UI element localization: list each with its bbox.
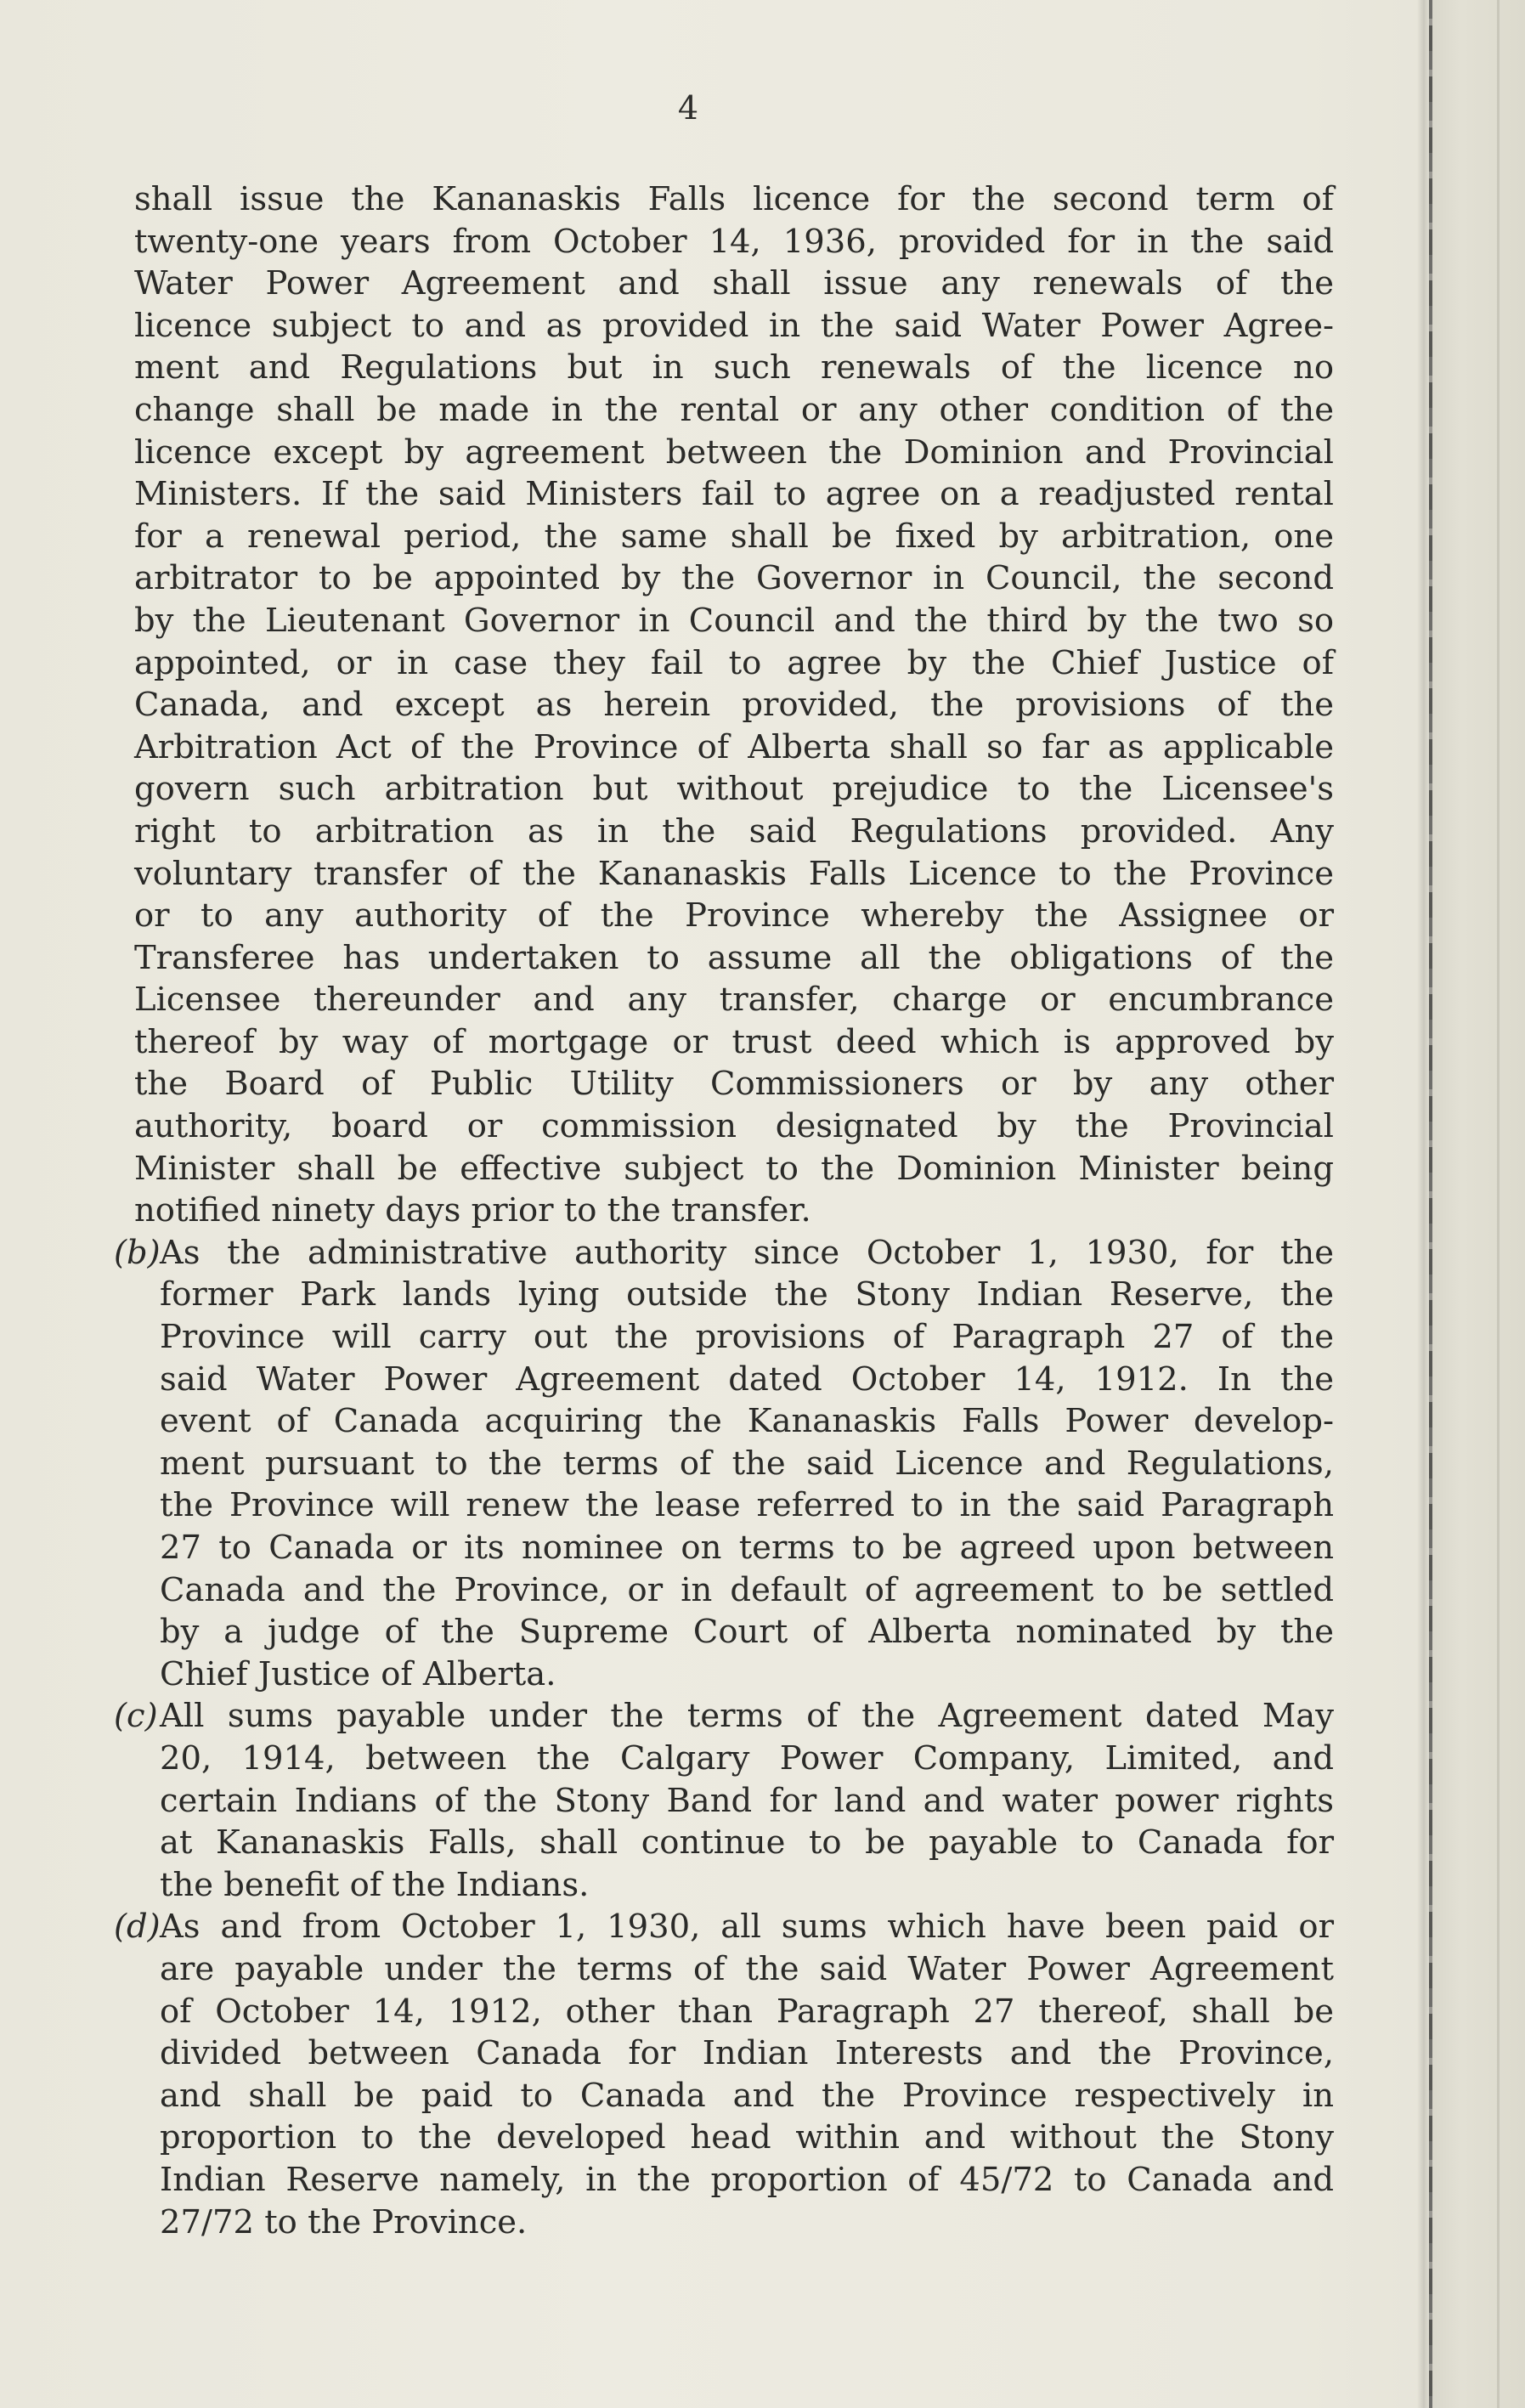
text-line: change shall be made in the rental or any other condition of the xyxy=(134,390,1334,429)
text-line: Canada, and except as herein provided, the provisions of the xyxy=(134,686,1334,725)
text-line: Arbitration Act of the Province of Alberta shall so far as applicable xyxy=(134,727,1334,766)
text-line: Chief Justice of Alberta. xyxy=(160,1654,556,1693)
text-line: Water Power Agreement and shall issue any renewals of the xyxy=(134,264,1334,303)
text-line: voluntary transfer of the Kananaskis Falls Licence to the Province xyxy=(134,854,1334,893)
clause-marker: (b) xyxy=(114,1233,161,1272)
text-line: and shall be paid to Canada and the Province respectively in xyxy=(160,2076,1334,2115)
text-line: said Water Power Agreement dated October 14, 1912. In the xyxy=(160,1359,1334,1399)
text-line: at Kananaskis Falls, shall continue to be payable to Canada for xyxy=(160,1823,1334,1863)
text-line: Transferee has undertaken to assume all the obligations of the xyxy=(134,938,1334,977)
text-line: the Province will renew the lease referred to in the said Paragraph xyxy=(160,1486,1334,1525)
text-line: Indian Reserve namely, in the proportion of 45/72 to Canada and xyxy=(160,2160,1334,2199)
text-line: ment pursuant to the terms of the said Licence and Regulations, xyxy=(160,1444,1334,1483)
text-line: licence subject to and as provided in the said Water Power Agree- xyxy=(134,306,1334,345)
text-line: or to any authority of the Province whereby the Assignee or xyxy=(134,896,1334,936)
text-line: the benefit of the Indians. xyxy=(160,1865,590,1904)
text-line: 27 to Canada or its nominee on terms to be agreed upon between xyxy=(160,1529,1334,1567)
text-line: appointed, or in case they fail to agree by the Chief Justice of xyxy=(134,643,1334,682)
text-line: the Board of Public Utility Commissioners or by any other xyxy=(134,1065,1334,1104)
clause-list xyxy=(114,1232,1334,2243)
text-line: notified ninety days prior to the transfer. xyxy=(134,1191,811,1230)
adjacent-page-edge xyxy=(1432,0,1525,2408)
body-text xyxy=(114,178,1334,2243)
text-line: twenty-one years from October 14, 1936, provided for in the said xyxy=(134,222,1334,261)
text-line: arbitrator to be appointed by the Governor in Council, the second xyxy=(134,559,1334,598)
text-line: As and from October 1, 1930, all sums which have been paid or xyxy=(160,1908,1334,1947)
text-line: Licensee thereunder and any transfer, charge or encumbrance xyxy=(134,981,1334,1020)
text-line: proportion to the developed head within and without the Stony xyxy=(160,2118,1334,2157)
text-line: for a renewal period, the same shall be fixed by arbitration, one xyxy=(134,517,1334,556)
text-line: of October 14, 1912, other than Paragraph 27 thereof, shall be xyxy=(160,1992,1334,2031)
text-line: shall issue the Kananaskis Falls licence for the second term of xyxy=(134,180,1334,218)
text-line: event of Canada acquiring the Kananaskis Falls Power develop- xyxy=(160,1402,1334,1441)
text-line: 27/72 to the Province. xyxy=(160,2202,528,2241)
clause-2 xyxy=(114,1906,1334,2243)
text-line: Canada and the Province, or in default of agreement to be settled xyxy=(160,1570,1334,1609)
text-line: certain Indians of the Stony Band for land and water power rights xyxy=(160,1781,1334,1820)
clause-marker: (d) xyxy=(114,1908,161,1947)
text-line: thereof by way of mortgage or trust deed which is approved by xyxy=(134,1022,1334,1061)
opening-paragraph xyxy=(134,178,1334,1232)
text-line: divided between Canada for Indian Interests and the Province, xyxy=(160,2034,1334,2073)
text-line: As the administrative authority since October 1, 1930, for the xyxy=(160,1233,1334,1272)
text-line: All sums payable under the terms of the Agreement dated May xyxy=(160,1697,1334,1736)
text-line: ment and Regulations but in such renewals of the licence no xyxy=(134,348,1334,387)
clause-1 xyxy=(114,1695,1334,1906)
text-line: authority, board or commission designated by the Provincial xyxy=(134,1107,1334,1146)
page-number: 4 xyxy=(677,89,699,127)
text-line: Province will carry out the provisions of Paragraph 27 of the xyxy=(160,1318,1334,1357)
text-line: 20, 1914, between the Calgary Power Company, Limited, and xyxy=(160,1738,1334,1778)
text-line: govern such arbitration but without prejudice to the Licensee's xyxy=(134,770,1334,809)
clause-marker: (c) xyxy=(114,1697,158,1736)
text-line: are payable under the terms of the said Water Power Agreement xyxy=(160,1949,1334,1988)
text-line: Ministers. If the said Ministers fail to agree on a readjusted rental xyxy=(134,475,1334,514)
text-line: former Park lands lying outside the Stony Indian Reserve, the xyxy=(160,1275,1334,1314)
text-line: right to arbitration as in the said Regulations provided. Any xyxy=(134,811,1334,851)
page-edge-line xyxy=(1497,0,1500,2408)
clause-0 xyxy=(114,1232,1334,1696)
text-line: by a judge of the Supreme Court of Alberta nominated by the xyxy=(160,1613,1334,1652)
text-line: licence except by agreement between the Dominion and Provincial xyxy=(134,432,1334,472)
text-line: by the Lieutenant Governor in Council and the third by the two so xyxy=(134,601,1334,640)
text-line: Minister shall be effective subject to the Dominion Minister being xyxy=(134,1149,1334,1188)
